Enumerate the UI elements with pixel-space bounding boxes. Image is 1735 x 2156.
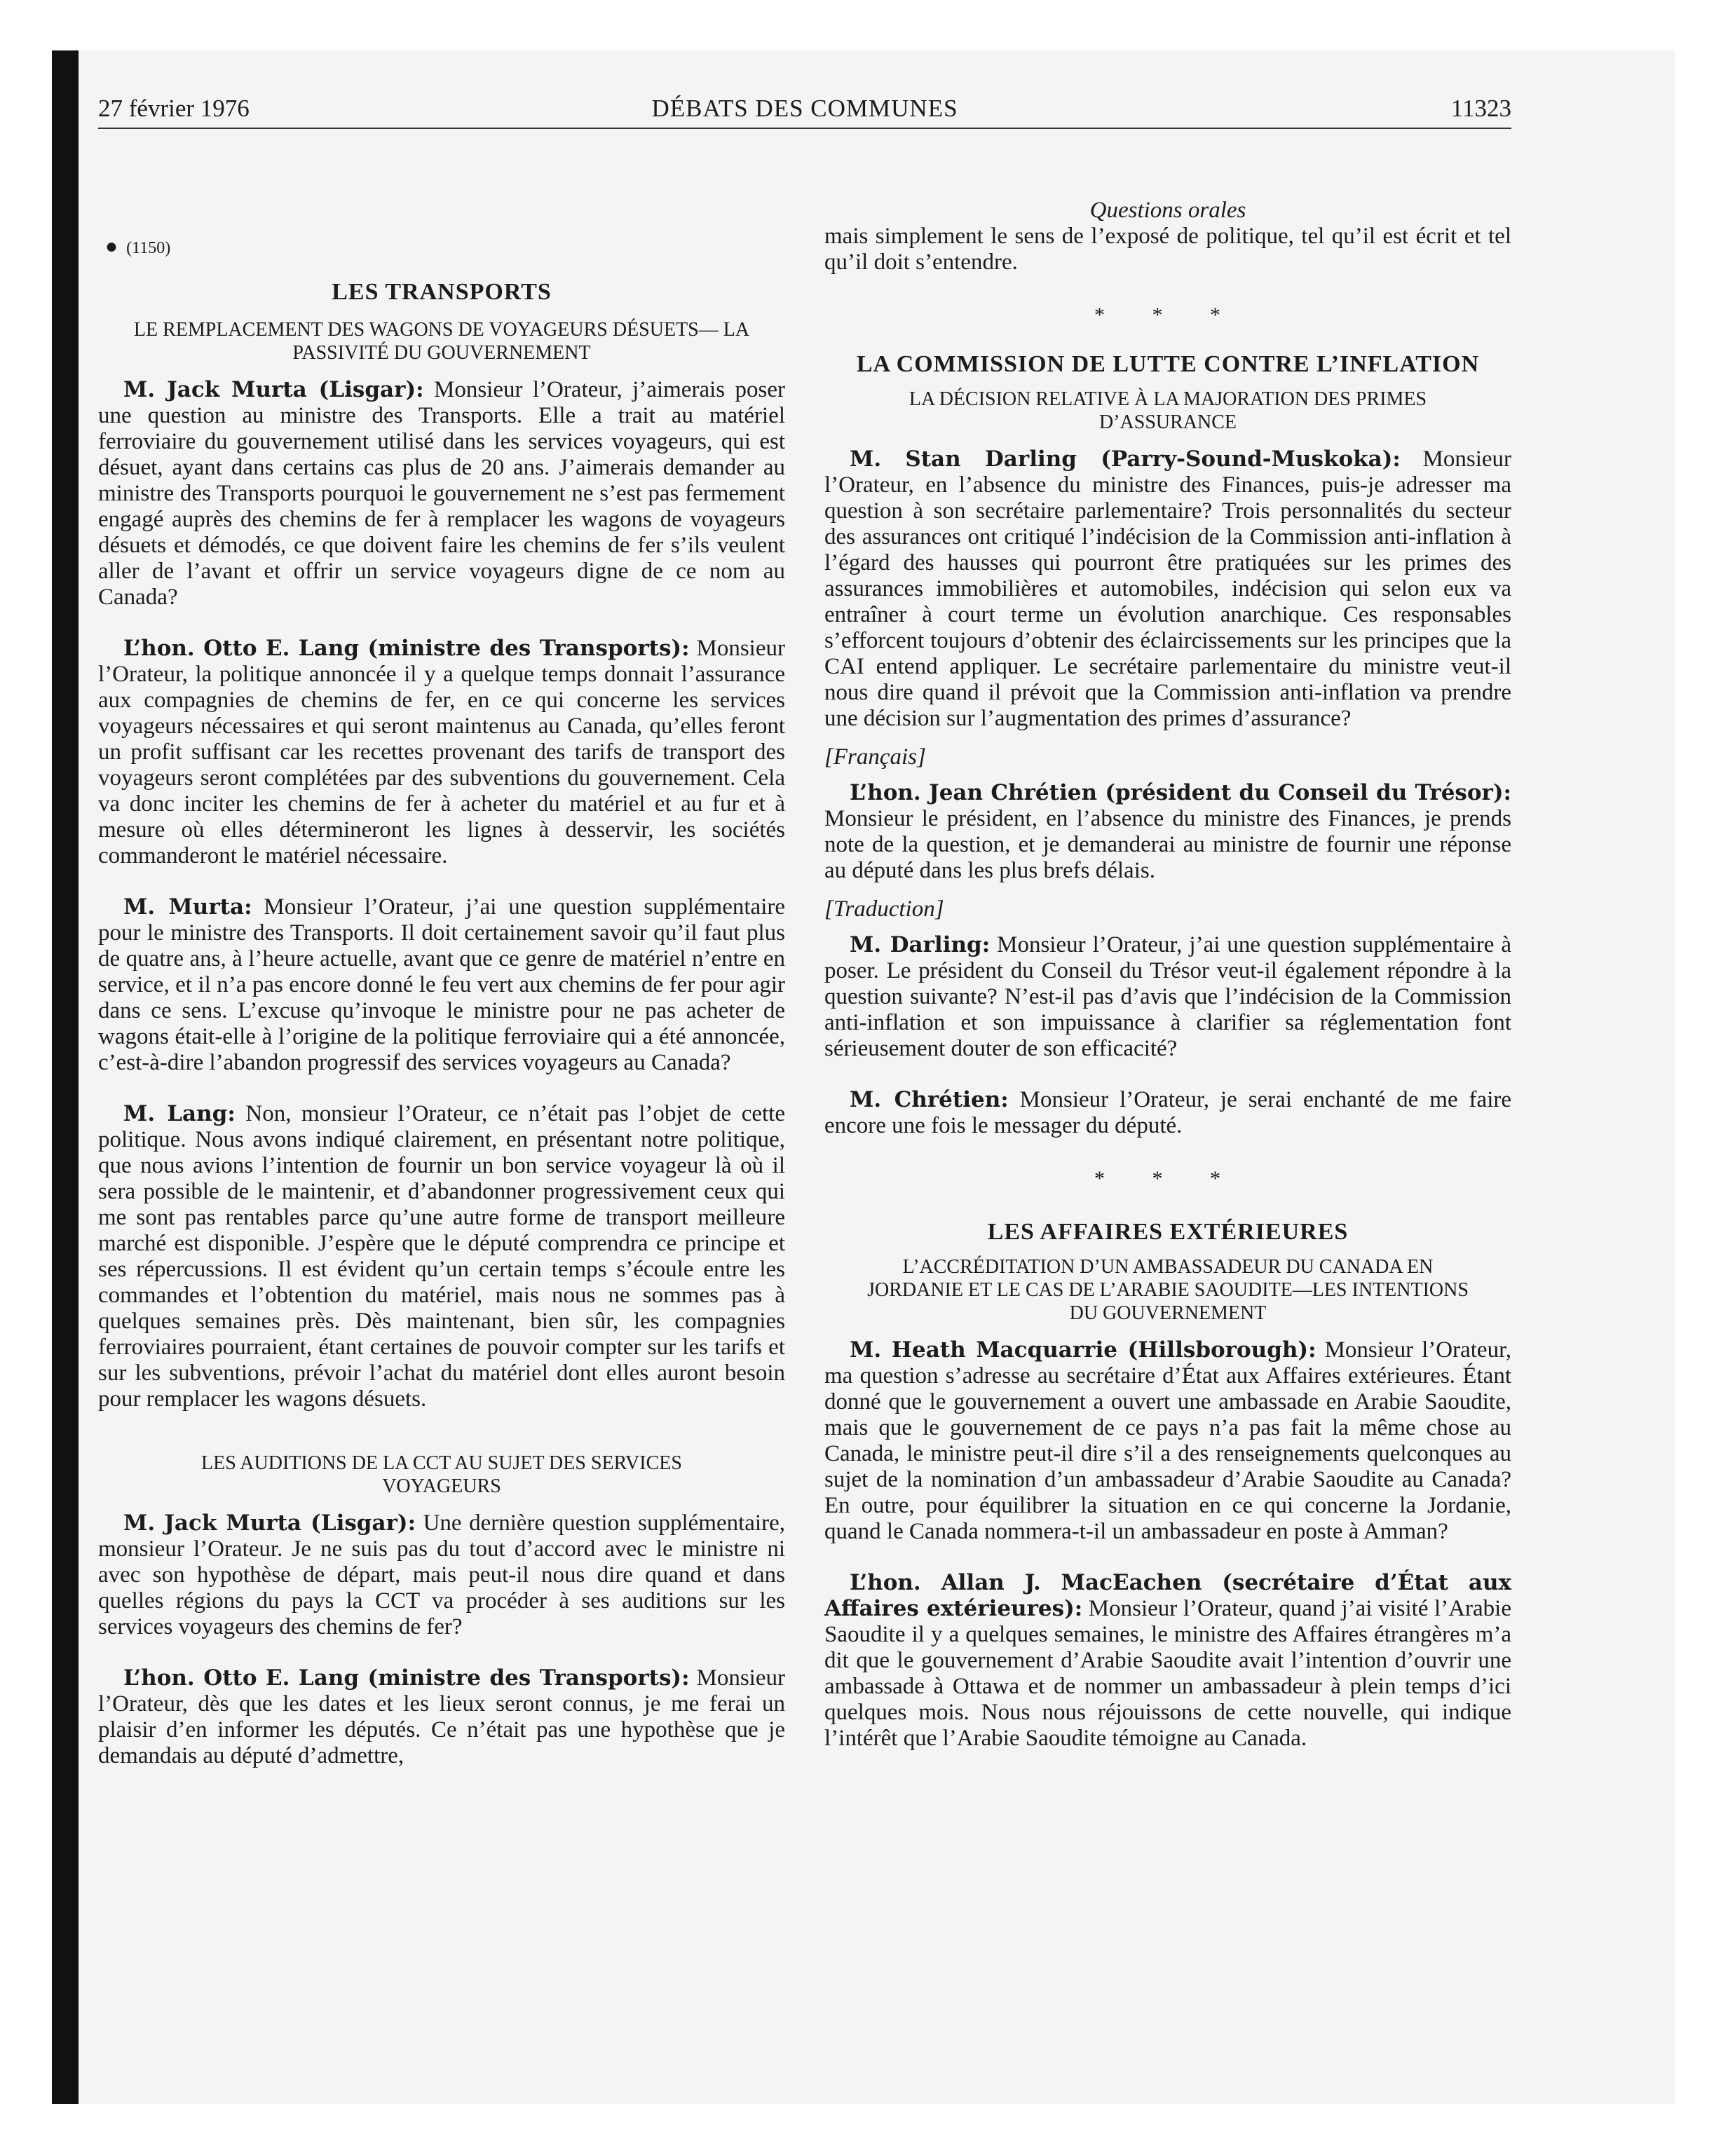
bullet-icon: ●: [105, 235, 118, 258]
speech-text: Monsieur l’Orateur, dès que les dates et les lieux seront connus, je me ferai un plaisir d’en informer les députés. Ce n’était pas une hypothèse que je demandais au député d’admettre,: [98, 1665, 785, 1768]
speaker: M. Darling:: [850, 932, 991, 957]
speech-text: mais simplement le sens de l’exposé de politique, tel qu’il est écrit et tel qu’il doit s’entendre.: [824, 224, 1511, 275]
speaker: M. Heath Macquarrie (Hillsborough):: [850, 1337, 1316, 1363]
header-date: 27 février 1976: [98, 95, 250, 122]
speech-text: Monsieur l’Orateur, en l’absence du ministre des Finances, puis-je adresser ma question à son secrétaire parlementaire? Trois personnalités du secteur des assurances ont critiqué l’indécision de la Commission anti-inflation à l’égard des hausses qui pourront être pratiquées sur les primes des assurances immobilières et automobiles, indécision qui selon eux va entraîner à court terme un évolution anarchique. Ces responsables s’efforcent toujours d’obtenir des éclaircissements sur les principes que la CAI entend appliquer. Le secrétaire parlementaire du ministre veut-il nous dire quand il prévoit que la Commission anti-inflation va prendre une décision sur l’augmentation des primes d’assurance?: [824, 446, 1511, 731]
paragraph: [824, 932, 1511, 1062]
section-separator: * * *: [1094, 303, 1241, 327]
paragraph: [824, 224, 1511, 275]
paragraph: [824, 446, 1511, 732]
speech-text: Monsieur le président, en l’absence du ministre des Finances, je prends note de la question, et je demanderai au ministre de fournir une réponse au député dans les plus brefs délais.: [824, 806, 1511, 883]
section-title: LES TRANSPORTS: [332, 279, 552, 305]
section-separator: * * *: [1094, 1167, 1241, 1190]
header-title: DÉBATS DES COMMUNES: [651, 95, 958, 122]
header-page-number: 11323: [1450, 95, 1511, 122]
speech-text: Monsieur l’Orateur, j’aimerais poser une question au ministre des Transports. Elle a trait au matériel ferroviaire du gouvernement utilisé dans les services voyageurs, qui est désuet, ayant dans certains cas plus de 20 ans. J’aimerais demander au ministre des Transports pourquoi le gouvernement ne s’est pas fermement engagé auprès des chemins de fer à remplacer les wagons de voyageurs désuets et démodés, ce que doivent faire les chemins de fer s’ils veulent aller de l’avant et offrir un service voyageurs digne de ce nom au Canada?: [98, 377, 785, 610]
subheading: LE REMPLACEMENT DES WAGONS DE VOYAGEURS DÉSUETS— LA PASSIVITÉ DU GOUVERNEMENT: [133, 319, 750, 364]
subheading: LA DÉCISION RELATIVE À LA MAJORATION DES PRIMES D’ASSURANCE: [909, 388, 1427, 433]
speaker: M. Lang:: [123, 1101, 236, 1126]
paragraph: [824, 1570, 1511, 1752]
speaker: L’hon. Allan J. MacEachen (secrétaire d’État aux Affaires extérieures):: [824, 1570, 1511, 1621]
speaker: L’hon. Otto E. Lang (ministre des Transports):: [123, 636, 690, 661]
section-title: LES AFFAIRES EXTÉRIEURES: [987, 1219, 1349, 1245]
paragraph: [98, 894, 785, 1076]
paragraph: [98, 636, 785, 869]
paragraph: [98, 377, 785, 610]
subheading: L’ACCRÉDITATION D’UN AMBASSADEUR DU CANADA EN JORDANIE ET LE CAS DE L’ARABIE SAOUDITE—LES INTENTIONS DU GOUVERNEMENT: [867, 1256, 1469, 1324]
paragraph: [98, 1665, 785, 1769]
running-head: Questions orales: [1089, 198, 1246, 223]
paragraph: [98, 1510, 785, 1640]
speech-text: Monsieur l’Orateur, je serai enchanté de me faire encore une fois le messager du député.: [824, 1087, 1511, 1138]
language-tag: [Français]: [824, 744, 926, 770]
speech-text: Monsieur l’Orateur, j’ai une question supplémentaire pour le ministre des Transports. Il doit certainement savoir qu’il faut plus de quatre ans, à l’heure actuelle, avant que ce genre de matériel n’entre en service, et il n’a pas encore donné le feu vert aux chemins de fer pour agir dans ce sens. L’excuse qu’invoque le ministre pour ne pas acheter de wagons était-elle à l’origine de la politique ferroviaire qui a été annoncée, c’est-à-dire l’abandon progressif des services voyageurs au Canada?: [98, 894, 785, 1075]
time-marker-text: (1150): [126, 239, 171, 257]
speaker: M. Murta:: [123, 894, 252, 920]
speech-text: Monsieur l’Orateur, quand j’ai visité l’Arabie Saoudite il y a quelques semaines, le ministre des Affaires étrangères m’a dit que le gouvernement d’Arabie Saoudite avait l’intention d’ouvrir une ambassade à Ottawa et de nommer un ambassadeur à plein temps d’ici quelques mois. Nous nous réjouissons de cette nouvelle, qui indique l’intérêt que l’Arabie Saoudite témoigne au Canada.: [824, 1596, 1511, 1751]
speech-text: Monsieur l’Orateur, la politique annoncée il y a quelque temps donnait l’assurance aux compagnies de chemins de fer, en ce qui concerne les services voyageurs nécessaires et qui seront maintenus au Canada, qu’elles feront un profit suffisant car les recettes provenant des tarifs de transport des voyageurs seront complétées par des subventions du gouvernement. Cela va donc inciter les chemins de fer à acheter du matériel et au fur et à mesure où elles détermineront les lignes à desservir, les sociétés commanderont le matériel nécessaire.: [98, 636, 785, 868]
speech-text: Une dernière question supplémentaire, monsieur l’Orateur. Je ne suis pas du tout d’accord avec le ministre ni avec son hypothèse de départ, mais peut-il nous dire quand et dans quelles régions du pays la CCT va procéder à ses auditions sur les services voyageurs des chemins de fer?: [98, 1510, 785, 1639]
paragraph: [824, 1337, 1511, 1545]
language-tag: [Traduction]: [824, 896, 944, 922]
paragraph: [98, 1101, 785, 1412]
speaker: L’hon. Jean Chrétien (président du Conseil du Trésor):: [850, 780, 1511, 805]
speaker: L’hon. Otto E. Lang (ministre des Transports):: [123, 1665, 690, 1691]
paragraph: [824, 780, 1511, 884]
speech-text: Monsieur l’Orateur, j’ai une question supplémentaire à poser. Le président du Conseil du Trésor veut-il également répondre à la question suivante? N’est-il pas d’avis que l’indécision de la Commission anti-inflation et son impuissance à clarifier sa réglementation font sérieusement douter de son efficacité?: [824, 932, 1511, 1061]
paragraph: [824, 1087, 1511, 1139]
right-column: [824, 198, 1511, 1752]
speaker: M. Jack Murta (Lisgar):: [123, 1510, 416, 1536]
speech-text: Monsieur l’Orateur, ma question s’adresse au secrétaire d’État aux Affaires extérieures. Étant donné que le gouvernement a ouvert une ambassade en Arabie Saoudite, mais que le gouvernement de ce pays n’a pas fait la même chose au Canada, le ministre peut-il dire s’il a des renseignements quelconques au sujet de la nomination d’un ambassadeur d’Arabie Saoudite au Canada? En outre, pour équilibrer la situation en ce qui concerne la Jordanie, quand le Canada nommera-t-il un ambassadeur en poste à Amman?: [824, 1337, 1511, 1544]
speaker: M. Chrétien:: [850, 1087, 1009, 1112]
speech-text: Non, monsieur l’Orateur, ce n’était pas l’objet de cette politique. Nous avons indiqué clairement, en présentant notre politique, que nous avions l’intention de fournir un bon service voyageur là où il sera possible de le maintenir, et d’abandonner progressivement ceux qui me sont pas rentables parce qu’une autre forme de transport meilleure marché est disponible. J’espère que le député comprendra ce principe et ses répercussions. Il est évident qu’un certain temps s’écoule entre les commandes et l’obtention du matériel, mais nous ne sommes pas à quelques semaines près. Dès maintenant, bien sûr, les compagnies ferroviaires pourraient, étant certaines de pouvoir compter sur les tarifs et sur les subventions, prévoir l’achat du matériel dont elles auront besoin pour remplacer les wagons désuets.: [98, 1101, 785, 1412]
section-title: LA COMMISSION DE LUTTE CONTRE L’INFLATION: [856, 351, 1480, 377]
left-column: [98, 231, 785, 1769]
page-header: [98, 93, 1511, 129]
subheading: LES AUDITIONS DE LA CCT AU SUJET DES SERVICES VOYAGEURS: [201, 1452, 682, 1497]
speaker: M. Jack Murta (Lisgar):: [123, 377, 424, 402]
speaker: M. Stan Darling (Parry-Sound-Muskoka):: [850, 446, 1401, 472]
scan-border: [52, 50, 79, 2104]
